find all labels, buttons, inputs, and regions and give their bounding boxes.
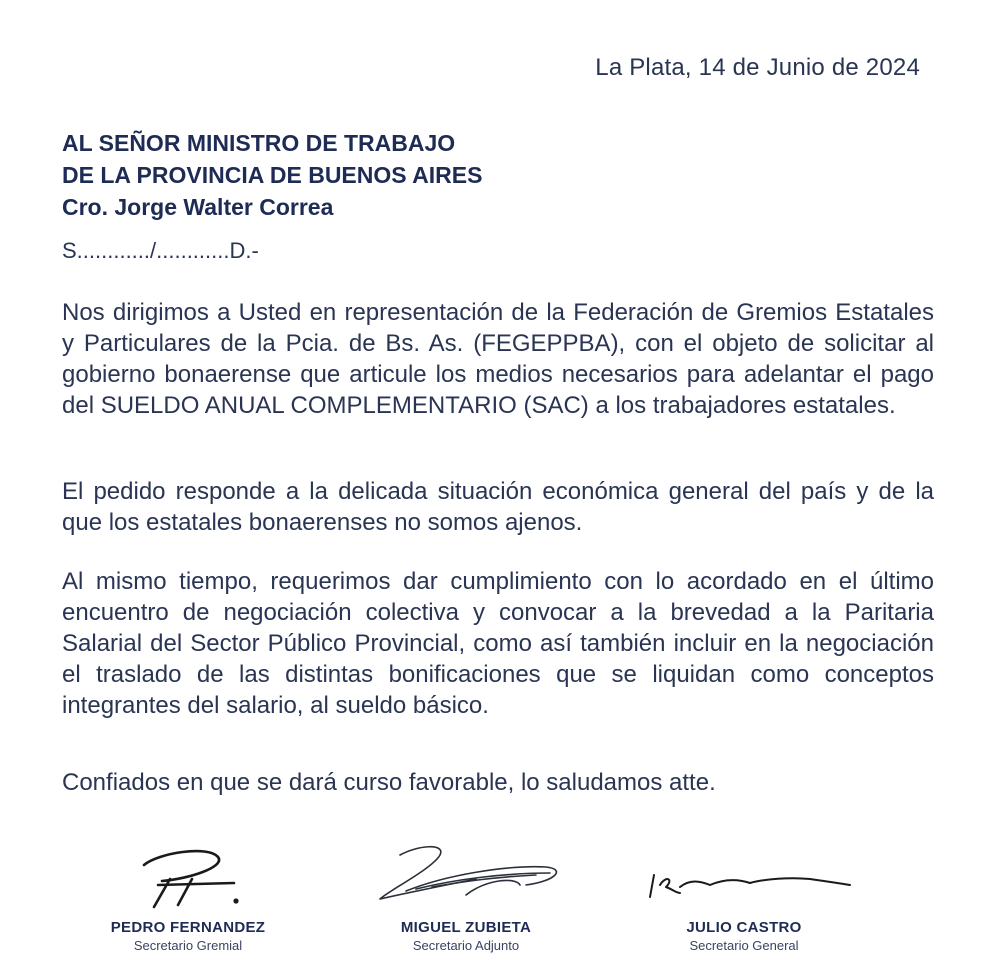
letter-date: La Plata, 14 de Junio de 2024 [595, 54, 920, 81]
signer-name: MIGUEL ZUBIETA [400, 919, 532, 936]
handwritten-signature-castro [614, 835, 874, 915]
recipient-line-1: AL SEÑOR MINISTRO DE TRABAJO [62, 130, 456, 156]
signer-role: Secretario General [689, 938, 799, 953]
signature-block-fernandez [58, 835, 318, 953]
body-paragraph-3: Al mismo tiempo, requerimos dar cumplimiento con lo acordado en el último encuentro de negociación colectiva y convocar a la brevedad a la Paritaria Salarial del Sector Público Provincial, como así también incluir en la negociación el traslado de las distintas bonificaciones que se liquidan como conceptos integrantes del salario, al sueldo básico. [62, 568, 934, 719]
body-paragraph-1: Nos dirigimos a Usted en representación de la Federación de Gremios Estatales y Particulares de la Pcia. de Bs. As. (FEGEPPBA), con el objeto de solicitar al gobierno bonaerense que articule los medios necesarios para adelantar el pago del SUELDO ANUAL COMPLEMENTARIO (SAC) a los trabajadores estatales. [62, 299, 934, 419]
signer-role: Secretario Gremial [133, 938, 243, 953]
signer-name: PEDRO FERNANDEZ [110, 919, 266, 936]
signature-block-castro [614, 835, 874, 953]
recipient-block [62, 127, 482, 223]
body-paragraph-2: El pedido responde a la delicada situación económica general del país y de la que los estatales bonaerenses no somos ajenos. [62, 478, 934, 536]
signer-name: JULIO CASTRO [686, 919, 802, 936]
handwritten-signature-zubieta [336, 835, 596, 915]
recipient-line-2: DE LA PROVINCIA DE BUENOS AIRES [62, 162, 483, 188]
signer-role: Secretario Adjunto [412, 938, 520, 953]
closing-paragraph: Confiados en que se dará curso favorable, lo saludamos atte. [62, 769, 716, 796]
salutation: S............/............D.- [62, 238, 259, 263]
handwritten-signature-fernandez [58, 835, 318, 915]
signature-block-zubieta [336, 835, 596, 953]
recipient-name: Cro. Jorge Walter Correa [62, 194, 334, 220]
